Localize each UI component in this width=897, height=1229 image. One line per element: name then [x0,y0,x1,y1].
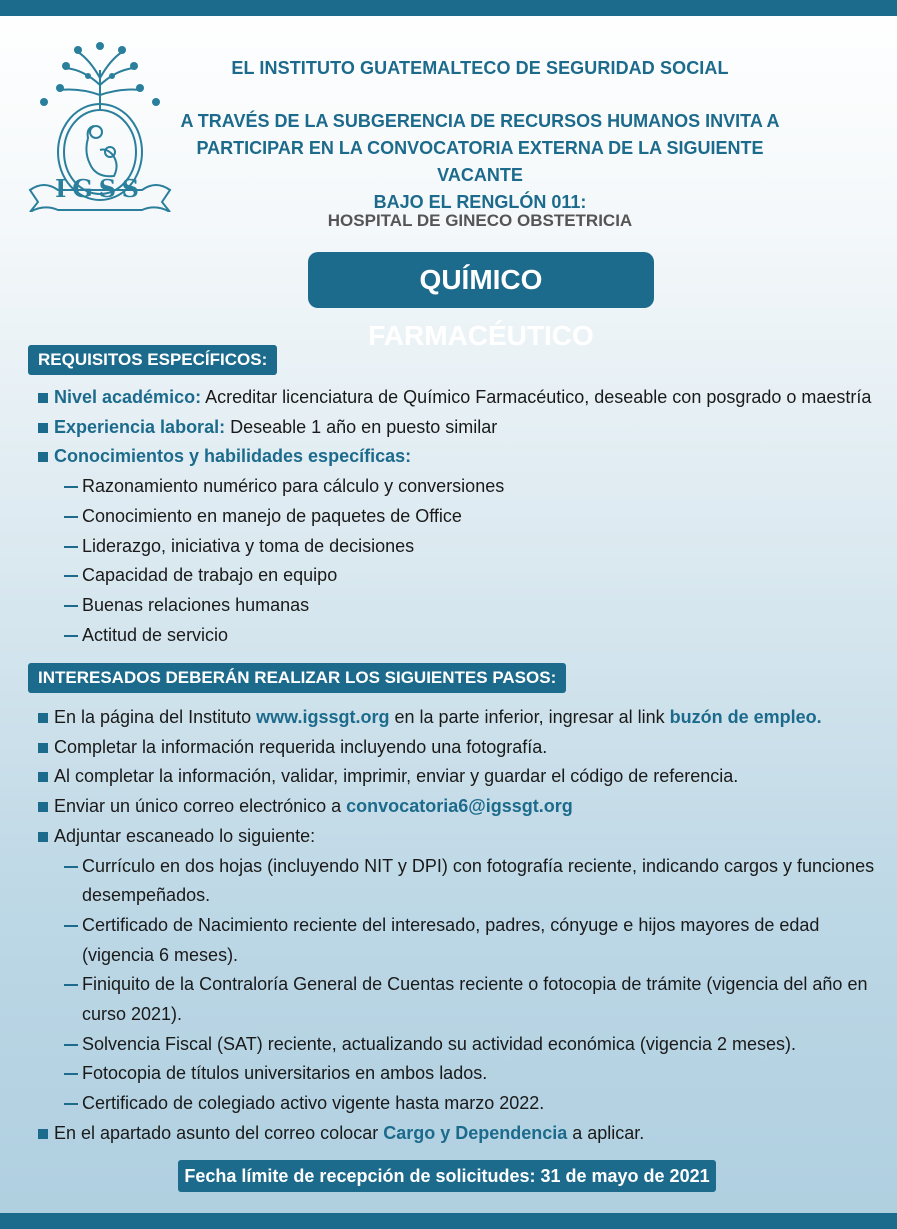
skill-item: Razonamiento numérico para cálculo y conversiones [36,472,876,502]
requirements-heading: REQUISITOS ESPECÍFICOS: [28,345,277,375]
attachment-item: Fotocopia de títulos universitarios en ambos lados. [36,1059,876,1089]
job-mailbox-link[interactable]: buzón de empleo. [669,707,822,727]
logo-text: IGSS [55,174,145,203]
email-link[interactable]: convocatoria6@igssgt.org [346,796,573,817]
list-item: Completar la información requerida incluyendo una fotografía. [36,733,876,763]
list-item: En el apartado asunto del correo colocar Cargo y Dependencia a aplicar. [36,1119,876,1149]
invitation-text: A TRAVÉS DE LA SUBGERENCIA DE RECURSOS HUMANOS INVITA A PARTICIPAR EN LA CONVOCATORIA EXTERNA DE LA SIGUIENTE VACANTE BAJO EL RENGLÓN 011: [180,111,780,212]
skill-item: Conocimiento en manejo de paquetes de Office [36,502,876,532]
institute-name: EL INSTITUTO GUATEMALTECO DE SEGURIDAD SOCIAL [231,58,729,78]
list-item: En la página del Instituto www.igssgt.org en la parte inferior, ingresar al link buzón de empleo. [36,703,876,733]
attachment-item: Certificado de colegiado activo vigente hasta marzo 2022. [36,1089,876,1119]
website-link[interactable]: www.igssgt.org [256,707,390,727]
list-item: Enviar un único correo electrónico a convocatoria6@igssgt.org [36,792,876,822]
skill-item: Capacidad de trabajo en equipo [36,561,876,591]
hospital-name: HOSPITAL DE GINECO OBSTETRICIA [327,211,633,230]
requirements-list [36,383,876,650]
list-item: Conocimientos y habilidades específicas: [36,442,876,472]
bottom-band [0,1213,897,1229]
top-band [0,0,897,16]
attachment-item: Certificado de Nacimiento reciente del interesado, padres, cónyuge e hijos mayores de edad (vigencia 6 meses). [36,911,876,970]
list-item: Nivel académico: Acreditar licenciatura de Químico Farmacéutico, deseable con posgrado o maestría [36,383,876,413]
position-title: QUÍMICO FARMACÉUTICO [308,252,654,308]
deadline-banner: Fecha límite de recepción de solicitudes: 31 de mayo de 2021 [178,1160,716,1192]
attachment-item: Currículo en dos hojas (incluyendo NIT y DPI) con fotografía reciente, indicando cargos y funciones desempeñados. [36,852,876,911]
steps-list [36,703,876,1149]
list-item: Experiencia laboral: Deseable 1 año en puesto similar [36,413,876,443]
attachment-item: Finiquito de la Contraloría General de Cuentas reciente o fotocopia de trámite (vigencia del año en curso 2021). [36,970,876,1029]
list-item: Adjuntar escaneado lo siguiente: [36,822,876,852]
steps-heading: INTERESADOS DEBERÁN REALIZAR LOS SIGUIENTES PASOS: [28,663,566,693]
attachment-item: Solvencia Fiscal (SAT) reciente, actualizando su actividad económica (vigencia 2 meses). [36,1030,876,1060]
skill-item: Buenas relaciones humanas [36,591,876,621]
skill-item: Actitud de servicio [36,621,876,651]
list-item: Al completar la información, validar, imprimir, enviar y guardar el código de referencia. [36,762,876,792]
skill-item: Liderazgo, iniciativa y toma de decisiones [36,532,876,562]
